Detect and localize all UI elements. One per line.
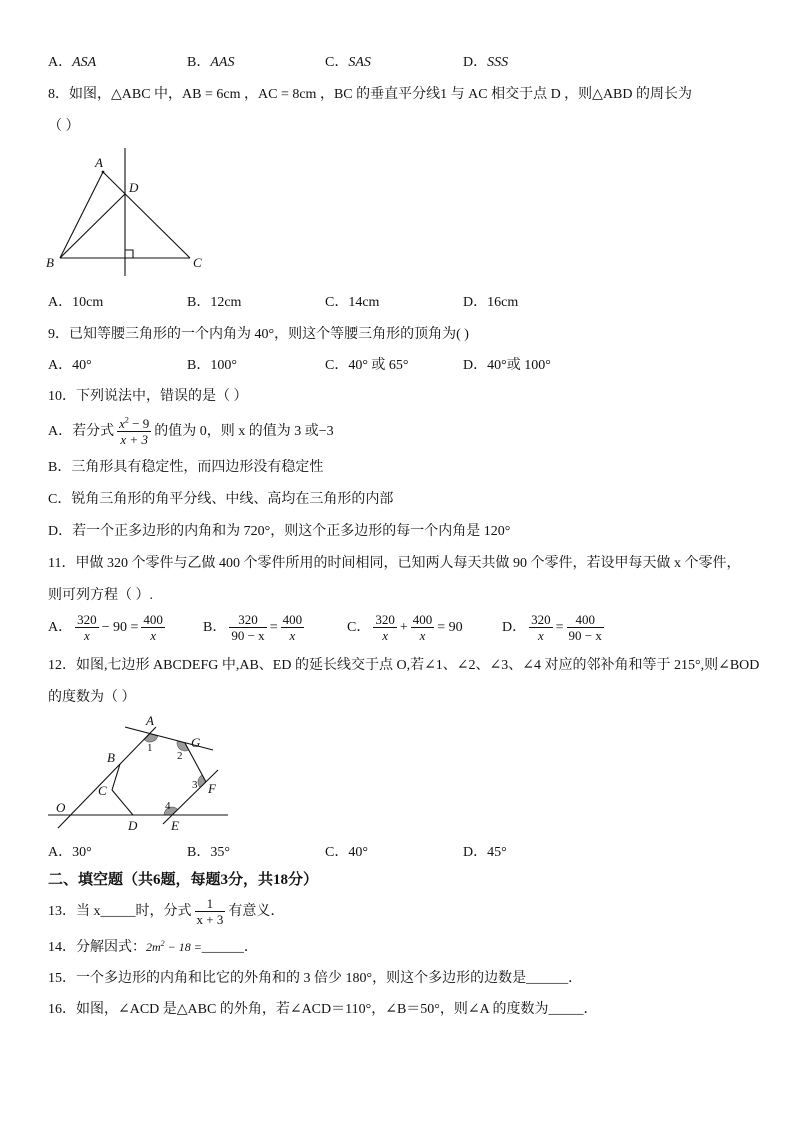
fraction-denominator: 90 − x: [231, 628, 265, 644]
q8-option-b: B．12cm: [187, 295, 242, 310]
q11-option-d: [502, 612, 607, 644]
fraction-numerator: 400: [567, 612, 604, 628]
fraction-denominator: x: [382, 628, 388, 644]
q12-heptagon-figure: [40, 712, 235, 834]
q8-stem: 8．如图，△ABC 中，AB = 6cm ，AC = 8cm ，BC 的垂直平分线1 与 AC 相交于点 D ，则△ABD 的周长为: [48, 87, 693, 102]
q12-stem-line2: 的度数为（ ）: [48, 690, 136, 705]
side-ac: [103, 172, 190, 258]
fraction: [141, 612, 165, 643]
q16: 16．如图，∠ACD 是△ABC 的外角，若∠ACD＝110°，∠B＝50°，则∠A 的度数为_____．: [48, 1002, 598, 1017]
fraction-numerator: 320: [229, 612, 266, 628]
formula-rest: − 18 =: [164, 940, 202, 954]
option-letter: C．: [347, 620, 371, 635]
q9-option-d: D．40°或 100°: [463, 358, 551, 373]
fraction: [195, 896, 226, 927]
fraction: [373, 612, 397, 643]
q15: 15．一个多边形的内角和比它的外角和的 3 倍少 180°，则这个多边形的边数是______．: [48, 971, 583, 986]
q9-option-b: B．100°: [187, 358, 237, 373]
q8-answer-paren: （ ）: [48, 119, 80, 134]
fraction-denominator: x: [419, 628, 426, 644]
option-letter: A．: [48, 55, 73, 70]
operator: − 90 =: [101, 620, 139, 635]
side-cd: [112, 790, 133, 815]
option-letter: B．: [187, 55, 211, 70]
q10-option-a: [48, 416, 334, 448]
q13-suffix: 有意义．: [228, 904, 285, 919]
label-f: F: [208, 781, 216, 796]
option-suffix: 的值为 0，则 x 的值为 3 或−3: [154, 424, 334, 439]
option-text: SSS: [487, 55, 509, 70]
section-heading-fill-in: 二、填空题（共6题，每题3分，共18分）: [48, 872, 319, 888]
numerator-exponent: 2: [124, 415, 129, 425]
label-b: B: [46, 255, 54, 270]
q10-option-d: D．若一个正多边形的内角和为 720°，则这个正多边形的每一个内角是 120°: [48, 524, 511, 539]
q7-option-b: [187, 53, 234, 73]
fraction-numerator: 400: [282, 612, 303, 628]
q11-option-b: [203, 612, 307, 644]
numerator-variable: x: [119, 416, 125, 432]
q13: [48, 896, 284, 928]
side-ba: [60, 172, 103, 258]
right-angle-mark: [125, 250, 133, 258]
line-ef-extended: [163, 770, 218, 824]
fraction: [411, 612, 435, 643]
label-c: C: [98, 783, 107, 798]
q14-prefix: 14．分解因式：: [48, 940, 146, 955]
option-text: ASA: [72, 55, 97, 70]
fraction-numerator: 320: [531, 612, 551, 628]
q11-option-a: [48, 612, 168, 644]
q10-option-b: B．三角形具有稳定性，而四边形没有稳定性: [48, 460, 324, 475]
q8-option-c: C．14cm: [325, 295, 380, 310]
numerator-constant: − 9: [128, 416, 150, 432]
option-letter: D．: [463, 55, 488, 70]
segment-bd: [60, 194, 125, 258]
fraction: [567, 612, 604, 643]
option-letter: A．: [48, 620, 73, 635]
q8-option-a: A．10cm: [48, 295, 104, 310]
q12-option-b: B．35°: [187, 845, 230, 860]
q8-option-d: D．16cm: [463, 295, 519, 310]
label-c: C: [193, 255, 202, 270]
option-letter: C．: [325, 55, 349, 70]
q12-option-c: C．40°: [325, 845, 368, 860]
label-b: B: [107, 750, 115, 765]
option-text: SAS: [348, 55, 371, 70]
label-a: A: [146, 713, 154, 728]
fraction-numerator: 320: [77, 612, 97, 628]
vertex-a-dot: [102, 171, 105, 174]
operator: +: [399, 620, 408, 635]
fraction: [229, 612, 266, 643]
label-e: E: [171, 818, 179, 833]
fraction: [281, 612, 305, 643]
q14: [48, 937, 258, 958]
fraction-denominator: x: [83, 628, 90, 644]
label-d: D: [129, 180, 139, 195]
q12-option-d: D．45°: [463, 845, 507, 860]
label-o: O: [56, 800, 66, 815]
answer-blank: _____: [100, 904, 136, 919]
q11-stem-line1: 11．甲做 320 个零件与乙做 400 个零件所用的时间相同，已知两人每天共做 90 个零件，若设甲每天做 x 个零件，: [48, 556, 741, 571]
q7-option-c: [325, 53, 371, 73]
q13-middle: 时，分式: [135, 904, 192, 919]
q14-suffix: ．: [243, 940, 258, 955]
formula-exponent: 2: [160, 939, 165, 948]
fraction: [529, 612, 553, 643]
fraction-numerator: [117, 416, 151, 432]
label-angle-4: 4: [165, 800, 171, 812]
fraction-numerator: 1: [195, 896, 226, 912]
q13-prefix: 13．当 x: [48, 904, 101, 919]
label-angle-2: 2: [177, 750, 183, 762]
label-a: A: [95, 155, 103, 170]
option-text: AAS: [210, 55, 235, 70]
label-d: D: [128, 818, 138, 833]
operator: =: [269, 620, 278, 635]
fraction-denominator: x: [537, 628, 544, 644]
fraction-denominator: x: [289, 628, 296, 644]
fraction-denominator: x + 3: [120, 432, 148, 448]
q12-stem-line1: 12．如图,七边形 ABCDEFG 中,AB、ED 的延长线交于点 O,若∠1、∠2、∠3、∠4 对应的邻补角和等于 215°,则∠BOD: [48, 658, 760, 673]
q11-stem-line2: 则可列方程（ ）.: [48, 588, 153, 603]
operator: = 90: [437, 620, 463, 635]
fraction-numerator: 400: [412, 612, 433, 628]
q14-formula: [146, 940, 202, 954]
fraction-numerator: 320: [375, 612, 395, 628]
operator: =: [555, 620, 564, 635]
fraction-denominator: 90 − x: [568, 628, 602, 644]
q9-option-c: C．40° 或 65°: [325, 358, 409, 373]
q7-option-a: [48, 53, 96, 73]
label-g: G: [191, 735, 201, 750]
option-letter: B．: [203, 620, 227, 635]
label-angle-3: 3: [192, 779, 198, 791]
label-angle-1: 1: [147, 742, 153, 754]
fraction-denominator: x: [150, 628, 157, 644]
q9-option-a: A．40°: [48, 358, 92, 373]
fraction-numerator: 400: [143, 612, 163, 628]
option-letter: D．: [502, 620, 527, 635]
fraction-denominator: x + 3: [196, 912, 224, 928]
q10-stem: 10．下列说法中，错误的是（ ）: [48, 389, 248, 404]
option-prefix: A．若分式: [48, 424, 115, 439]
answer-blank: ______: [201, 940, 244, 955]
fraction: [75, 612, 99, 643]
q12-option-a: A．30°: [48, 845, 92, 860]
line-ab-extended: [58, 727, 156, 828]
q9-stem: 9．已知等腰三角形的一个内角为 40°，则这个等腰三角形的顶角为( ): [48, 327, 469, 342]
q8-triangle-figure: [40, 140, 220, 285]
q11-option-c: [347, 612, 463, 644]
fraction: [117, 416, 151, 447]
q10-option-c: C．锐角三角形的角平分线、中线、高均在三角形的内部: [48, 492, 394, 507]
q7-option-d: [463, 53, 508, 73]
formula-base: 2m: [146, 940, 161, 954]
